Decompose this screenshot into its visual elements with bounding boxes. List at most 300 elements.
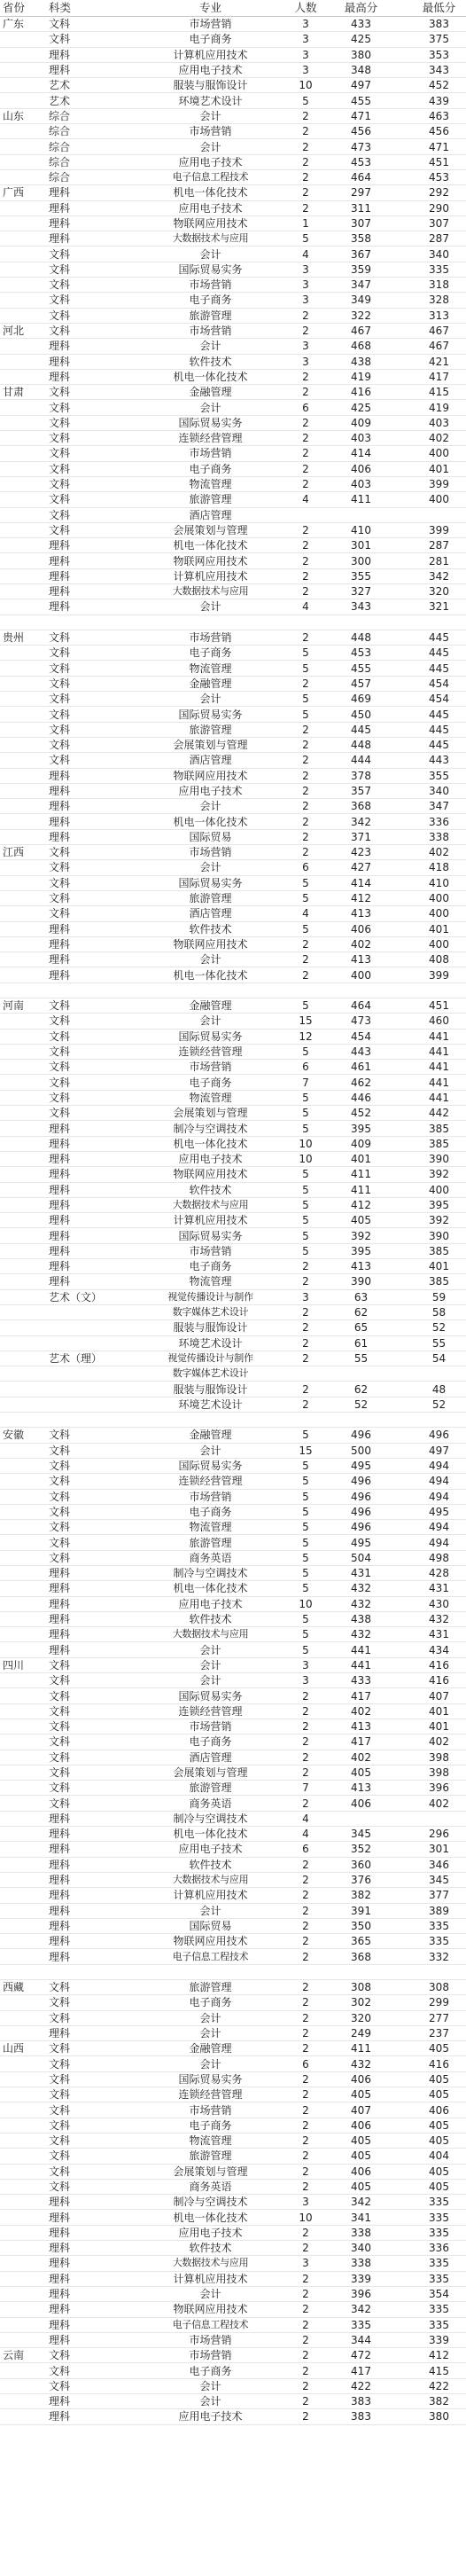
max-score-cell: 396 [323,2286,399,2301]
count-cell: 5 [288,93,323,108]
category-cell: 理科 [38,1857,133,1872]
min-score-cell: 442 [399,1106,466,1121]
province-cell [0,154,38,169]
count-cell: 2 [288,1980,323,1995]
table-row [0,1565,466,1580]
major-cell: 市场营销 [133,2332,288,2347]
province-cell [0,2363,38,2378]
category-cell: 理科 [38,2225,133,2240]
min-score-cell: 441 [399,1044,466,1059]
table-row [0,1796,466,1811]
major-cell: 会计 [133,952,288,967]
category-cell: 理科 [38,1888,133,1903]
table-row [0,1750,466,1765]
major-cell: 酒店管理 [133,753,288,768]
major-cell: 商务英语 [133,1550,288,1565]
max-score-cell: 444 [323,753,399,768]
count-cell: 2 [288,1382,323,1397]
max-score-cell: 340 [323,2241,399,2256]
category-cell: 文科 [38,415,133,430]
max-score-cell: 409 [323,1136,399,1151]
category-cell: 文科 [38,1781,133,1796]
province-cell [0,768,38,783]
max-score-cell: 403 [323,476,399,491]
category-cell: 理科 [38,1213,133,1228]
max-score-cell: 405 [323,2179,399,2194]
province-cell [0,1259,38,1274]
max-score-cell: 438 [323,354,399,369]
table-row [0,707,466,722]
min-score-cell: 307 [399,215,466,231]
table-row [0,890,466,905]
table-row [0,431,466,446]
major-cell: 金融管理 [133,676,288,691]
category-cell: 理科 [38,1228,133,1243]
category-cell: 文科 [38,1673,133,1688]
table-row [0,1167,466,1182]
count-cell: 15 [288,1443,323,1458]
header-min-score: 最低分 [399,0,466,17]
province-cell [0,2302,38,2317]
major-cell: 数字媒体艺术设计 [133,1304,288,1319]
province-cell [0,1182,38,1197]
count-cell: 10 [288,1136,323,1151]
count-cell: 4 [288,599,323,615]
table-row [0,676,466,691]
major-cell: 会展策划与管理 [133,522,288,537]
province-cell [0,737,38,752]
min-score-cell: 494 [399,1535,466,1550]
province-cell [0,354,38,369]
table-row [0,630,466,645]
province-cell [0,1703,38,1719]
province-cell [0,1596,38,1611]
major-cell: 会计 [133,1903,288,1918]
count-cell: 5 [288,875,323,890]
major-cell: 电子商务 [133,646,288,661]
max-score-cell: 419 [323,369,399,384]
major-cell: 会计 [133,692,288,707]
category-cell: 文科 [38,1688,133,1703]
category-cell: 文科 [38,17,133,32]
table-row [0,262,466,277]
min-score-cell: 377 [399,1888,466,1903]
min-score-cell: 415 [399,385,466,400]
max-score-cell: 448 [323,630,399,645]
max-score-cell: 338 [323,2225,399,2240]
max-score-cell: 352 [323,1842,399,1857]
count-cell: 5 [288,1121,323,1136]
category-cell: 文科 [38,1765,133,1780]
count-cell: 6 [288,1060,323,1075]
major-cell: 会展策划与管理 [133,737,288,752]
header-count: 人数 [288,0,323,17]
max-score-cell: 422 [323,2378,399,2393]
count-cell: 6 [288,2056,323,2071]
category-cell: 理科 [38,1197,133,1212]
major-cell: 制冷与空调技术 [133,1811,288,1826]
count-cell [288,1366,323,1382]
table-row [0,1243,466,1258]
major-cell [133,615,288,630]
min-score-cell: 277 [399,2010,466,2025]
min-score-cell: 405 [399,2164,466,2179]
province-cell [0,1550,38,1565]
min-score-cell: 421 [399,354,466,369]
major-cell: 连锁经营管理 [133,1044,288,1059]
max-score-cell: 453 [323,646,399,661]
province-cell [0,1535,38,1550]
count-cell: 5 [288,692,323,707]
category-cell: 文科 [38,2071,133,2087]
min-score-cell [399,1811,466,1826]
table-row [0,323,466,338]
max-score-cell: 464 [323,169,399,184]
table-row [0,2332,466,2347]
count-cell: 2 [288,1796,323,1811]
max-score-cell: 456 [323,124,399,139]
category-cell: 文科 [38,293,133,308]
min-score-cell: 400 [399,492,466,507]
province-cell [0,522,38,537]
count-cell: 2 [288,2071,323,2087]
count-cell: 2 [288,369,323,384]
province-cell [0,890,38,905]
major-cell: 会计 [133,1673,288,1688]
major-cell: 电子商务 [133,293,288,308]
major-cell: 会计 [133,1657,288,1672]
table-row [0,78,466,93]
max-score-cell: 438 [323,1611,399,1626]
min-score-cell: 494 [399,1520,466,1535]
category-cell: 理科 [38,768,133,783]
major-cell: 机电一体化技术 [133,1827,288,1842]
count-cell: 2 [288,1688,323,1703]
count-cell: 2 [288,139,323,154]
max-score-cell: 413 [323,1719,399,1734]
count-cell: 3 [288,278,323,293]
max-score-cell: 414 [323,875,399,890]
count-cell: 5 [288,1520,323,1535]
count-cell: 2 [288,1734,323,1750]
category-cell: 理科 [38,2394,133,2409]
count-cell: 5 [288,921,323,936]
major-cell: 旅游管理 [133,492,288,507]
province-cell [0,415,38,430]
table-row [0,247,466,262]
max-score-cell: 457 [323,676,399,691]
table-row [0,2164,466,2179]
min-score-cell: 405 [399,2133,466,2148]
category-cell: 艺术（文） [38,1289,133,1304]
min-score-cell: 396 [399,1781,466,1796]
max-score-cell [323,615,399,630]
min-score-cell: 55 [399,1335,466,1351]
province-cell [0,1673,38,1688]
count-cell: 2 [288,799,323,814]
min-score-cell: 385 [399,1243,466,1258]
min-score-cell: 59 [399,1289,466,1304]
table-row [0,1382,466,1397]
category-cell: 理科 [38,1136,133,1151]
province-cell [0,829,38,844]
max-score-cell: 432 [323,1581,399,1596]
table-row [0,1197,466,1212]
province-cell [0,1627,38,1642]
count-cell: 3 [288,1657,323,1672]
category-cell: 理科 [38,568,133,583]
count-cell: 2 [288,768,323,783]
count-cell: 5 [288,1627,323,1642]
min-score-cell: 335 [399,2302,466,2317]
table-row [0,139,466,154]
major-cell: 金融管理 [133,385,288,400]
min-score-cell: 495 [399,1504,466,1519]
category-cell: 文科 [38,737,133,752]
min-score-cell: 418 [399,860,466,875]
table-row [0,1213,466,1228]
count-cell: 2 [288,1995,323,2010]
count-cell: 2 [288,2317,323,2332]
major-cell: 市场营销 [133,1489,288,1504]
table-row [0,1060,466,1075]
major-cell: 酒店管理 [133,1750,288,1765]
category-cell: 理科 [38,538,133,553]
major-cell [133,1964,288,1979]
max-score-cell: 347 [323,278,399,293]
province-cell [0,1397,38,1412]
min-score-cell: 58 [399,1304,466,1319]
province-cell [0,936,38,951]
count-cell: 2 [288,1934,323,1949]
count-cell: 2 [288,967,323,983]
min-score-cell [399,507,466,522]
province-cell [0,262,38,277]
count-cell: 2 [288,1335,323,1351]
max-score-cell: 342 [323,2302,399,2317]
count-cell: 5 [288,1565,323,1580]
province-cell [0,1060,38,1075]
major-cell: 软件技术 [133,1182,288,1197]
max-score-cell: 345 [323,1827,399,1842]
table-row [0,845,466,860]
table-row [0,1320,466,1335]
min-score-cell: 383 [399,17,466,32]
max-score-cell: 432 [323,1596,399,1611]
major-cell: 市场营销 [133,845,288,860]
category-cell: 理科 [38,1642,133,1657]
max-score-cell [323,1964,399,1979]
max-score-cell: 359 [323,262,399,277]
table-row [0,1995,466,2010]
table-row [0,2071,466,2087]
min-score-cell: 54 [399,1351,466,1366]
count-cell: 2 [288,2118,323,2133]
table-row [0,1335,466,1351]
count-cell: 2 [288,1949,323,1964]
count-cell: 2 [288,2225,323,2240]
min-score-cell: 406 [399,2102,466,2118]
category-cell: 理科 [38,62,133,77]
min-score-cell: 52 [399,1320,466,1335]
count-cell: 3 [288,47,323,62]
major-cell: 国际贸易实务 [133,1029,288,1044]
max-score-cell: 464 [323,998,399,1014]
province-cell [0,1243,38,1258]
province-cell [0,1136,38,1151]
max-score-cell: 358 [323,231,399,247]
count-cell: 4 [288,1827,323,1842]
min-score-cell: 498 [399,1550,466,1565]
province-cell [0,814,38,829]
count-cell: 2 [288,630,323,645]
category-cell: 理科 [38,369,133,384]
min-score-cell: 441 [399,1029,466,1044]
header-max-score: 最高分 [323,0,399,17]
table-row [0,108,466,123]
count-cell: 2 [288,415,323,430]
max-score-cell: 301 [323,538,399,553]
table-spacer-row [0,615,466,630]
table-row [0,1703,466,1719]
count-cell: 4 [288,247,323,262]
province-cell [0,1842,38,1857]
major-cell: 国际贸易实务 [133,1228,288,1243]
category-cell: 综合 [38,108,133,123]
max-score-cell: 468 [323,339,399,354]
major-cell: 国际贸易实务 [133,707,288,722]
major-cell: 机电一体化技术 [133,814,288,829]
table-row [0,2363,466,2378]
major-cell: 计算机应用技术 [133,1888,288,1903]
count-cell: 2 [288,2409,323,2424]
count-cell: 5 [288,1044,323,1059]
province-cell [0,2118,38,2133]
min-score-cell: 405 [399,2087,466,2102]
count-cell: 5 [288,707,323,722]
table-row [0,1980,466,1995]
major-cell: 会计 [133,2010,288,2025]
table-row [0,1520,466,1535]
table-row [0,1535,466,1550]
min-score-cell: 400 [399,890,466,905]
table-row [0,17,466,32]
table-row [0,1688,466,1703]
category-cell: 文科 [38,1458,133,1473]
max-score-cell [323,1413,399,1428]
major-cell: 市场营销 [133,2102,288,2118]
province-cell [0,2394,38,2409]
table-spacer-row [0,1413,466,1428]
max-score-cell: 342 [323,814,399,829]
table-row [0,1765,466,1780]
province-cell [0,78,38,93]
min-score-cell: 402 [399,431,466,446]
header-category: 科类 [38,0,133,17]
min-score-cell: 318 [399,278,466,293]
category-cell: 文科 [38,461,133,476]
count-cell: 2 [288,1857,323,1872]
major-cell: 会计 [133,1014,288,1029]
count-cell: 2 [288,2010,323,2025]
major-cell: 会计 [133,108,288,123]
count-cell: 2 [288,753,323,768]
table-row [0,2010,466,2025]
count-cell: 2 [288,124,323,139]
province-cell [0,278,38,293]
max-score-cell: 392 [323,1228,399,1243]
max-score-cell: 55 [323,1351,399,1366]
province-cell: 贵州 [0,630,38,645]
max-score-cell: 446 [323,1090,399,1105]
min-score-cell: 400 [399,446,466,461]
province-cell [0,1688,38,1703]
major-cell: 连锁经营管理 [133,1474,288,1489]
province-cell: 甘肃 [0,385,38,400]
category-cell: 文科 [38,1980,133,1995]
table-row [0,2133,466,2148]
major-cell: 会展策划与管理 [133,1765,288,1780]
table-row [0,967,466,983]
province-cell [0,293,38,308]
major-cell: 国际贸易实务 [133,262,288,277]
min-score-cell: 335 [399,2225,466,2240]
category-cell: 理科 [38,583,133,599]
category-cell: 文科 [38,2041,133,2056]
max-score-cell: 504 [323,1550,399,1565]
major-cell: 计算机应用技术 [133,47,288,62]
table-row [0,1673,466,1688]
category-cell: 文科 [38,32,133,47]
count-cell: 2 [288,538,323,553]
table-row [0,1734,466,1750]
max-score-cell: 413 [323,1781,399,1796]
province-cell [0,461,38,476]
count-cell: 10 [288,1151,323,1166]
province-cell [0,860,38,875]
category-cell: 文科 [38,998,133,1014]
major-cell: 制冷与空调技术 [133,2195,288,2210]
min-score-cell: 299 [399,1995,466,2010]
max-score-cell: 448 [323,737,399,752]
category-cell: 文科 [38,646,133,661]
count-cell: 7 [288,1781,323,1796]
table-row [0,124,466,139]
major-cell: 视觉传播设计与制作 [133,1351,288,1366]
category-cell: 理科 [38,1811,133,1826]
min-score-cell: 494 [399,1489,466,1504]
category-cell: 理科 [38,1949,133,1964]
max-score-cell: 433 [323,17,399,32]
min-score-cell: 353 [399,47,466,62]
category-cell: 文科 [38,308,133,323]
table-row [0,2210,466,2225]
category-cell [38,1304,133,1319]
category-cell: 文科 [38,522,133,537]
province-cell [0,1903,38,1918]
count-cell: 6 [288,1842,323,1857]
count-cell: 2 [288,2133,323,2148]
min-score-cell: 346 [399,1857,466,1872]
major-cell: 会计 [133,1443,288,1458]
province-cell [0,446,38,461]
min-score-cell: 412 [399,2348,466,2363]
province-cell [0,400,38,415]
max-score-cell: 402 [323,1703,399,1719]
major-cell: 机电一体化技术 [133,1136,288,1151]
count-cell: 4 [288,906,323,921]
major-cell: 大数据技术与应用 [133,1197,288,1212]
